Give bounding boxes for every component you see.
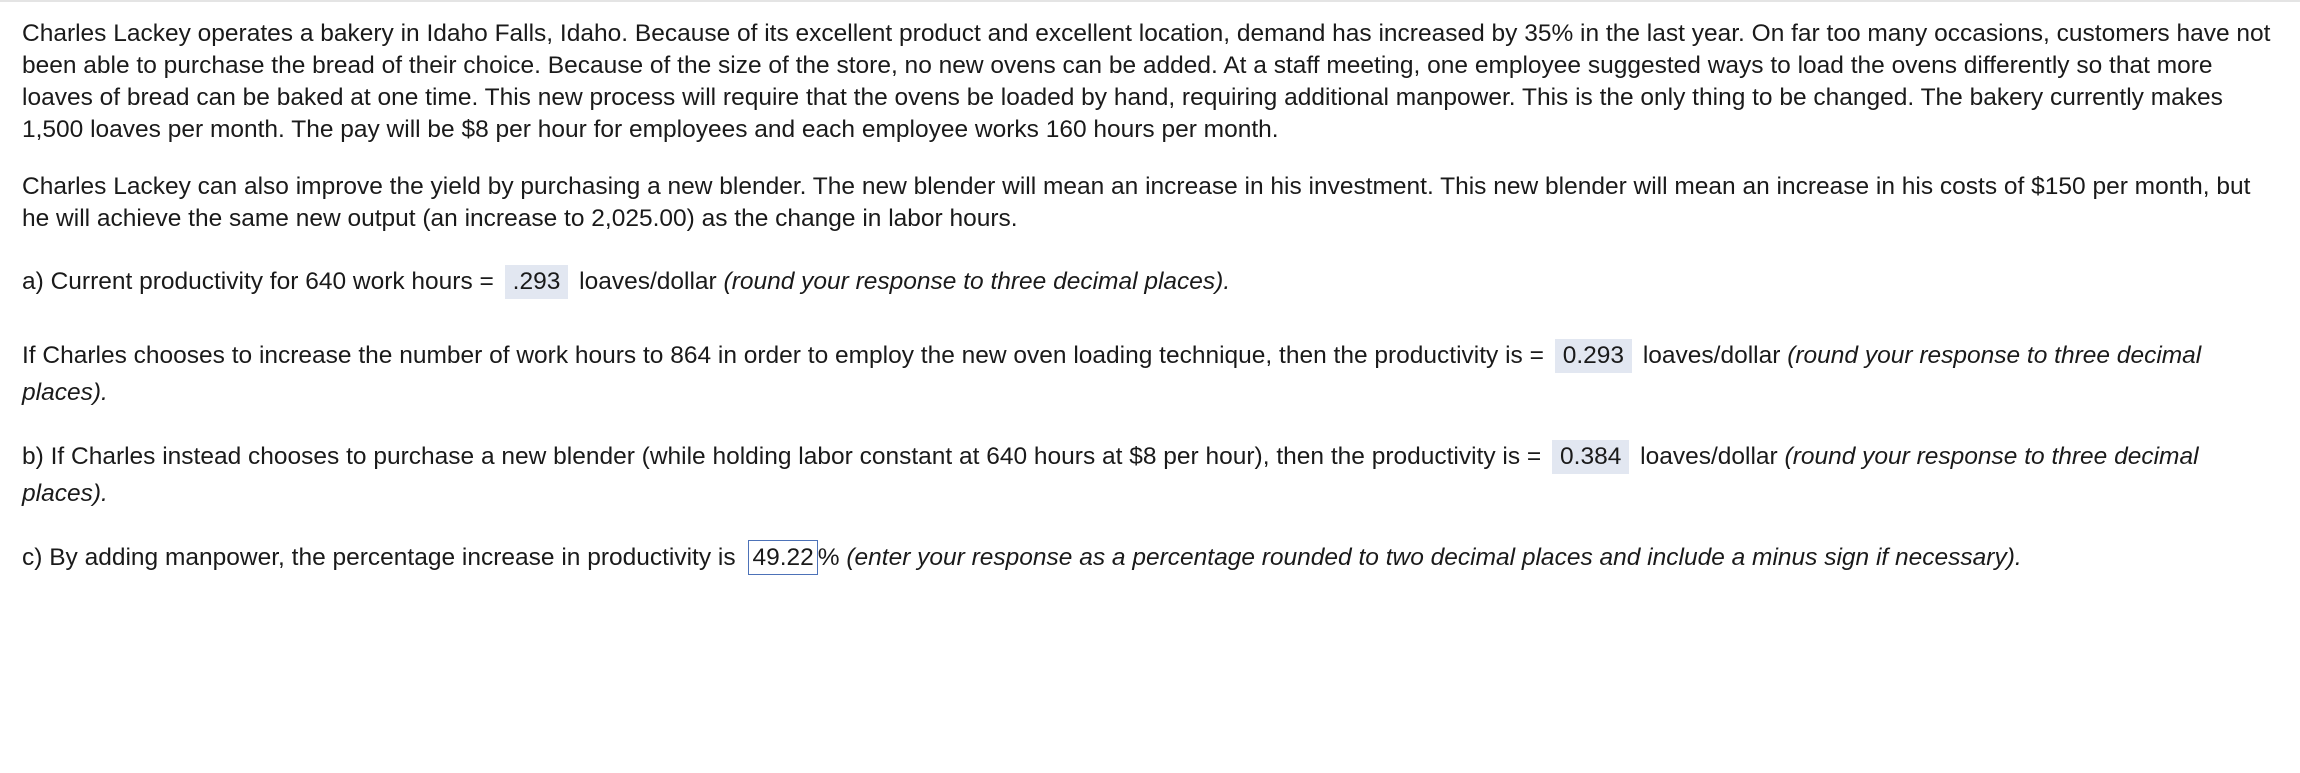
part-a2-prefix: If Charles chooses to increase the number of work hours to 864 in order to employ the new oven loading technique, then the productivity is = [22, 342, 1544, 369]
part-c-note: (enter your response as a percentage rounded to two decimal places and include a minus sign if necessary). [846, 544, 2022, 571]
part-b-note: (round your response to three decimal places). [22, 443, 2199, 507]
part-c-unit: % [817, 544, 840, 571]
part-c-answer-input[interactable]: 49.22 [748, 540, 817, 575]
part-a-note: (round your response to three decimal places). [723, 268, 1231, 295]
part-b-answer[interactable]: 0.384 [1552, 440, 1629, 474]
part-a-question [22, 265, 2284, 299]
part-a2-answer[interactable]: 0.293 [1555, 339, 1632, 373]
part-a2-unit: loaves/dollar [1642, 342, 1781, 369]
question-body [22, 18, 2284, 575]
part-a2-question [22, 337, 2284, 411]
top-divider [0, 0, 2300, 2]
part-c-prefix: c) By adding manpower, the percentage increase in productivity is [22, 544, 736, 571]
part-a-answer[interactable]: .293 [505, 265, 569, 299]
part-a2-note: (round your response to three decimal places). [22, 342, 2202, 406]
part-c-question [22, 540, 2284, 575]
part-b-question [22, 438, 2284, 512]
problem-intro-text: Charles Lackey operates a bakery in Idaho Falls, Idaho. Because of its excellent product and excellent location, demand has increased by 35% in the last year. On far too many occasions, customers have not been able to purchase the bread of their choice. Because of the size of the store, no new ovens can be added. At a staff meeting, one employee suggested ways to load the ovens differently so that more loaves of bread can be baked at one time. This new process will require that the ovens be loaded by hand, requiring additional manpower. This is the only thing to be changed. The bakery currently makes 1,500 loaves per month. The pay will be $8 per hour for employees and each employee works 160 hours per month. [22, 20, 2271, 143]
part-a-prefix: a) Current productivity for 640 work hours = [22, 268, 494, 295]
problem-blender-text: Charles Lackey can also improve the yield by purchasing a new blender. The new blender will mean an increase in his investment. This new blender will mean an increase in his costs of $150 per month, but he will achieve the same new output (an increase to 2,025.00) as the change in labor hours. [22, 173, 2251, 232]
part-b-prefix: b) If Charles instead chooses to purchase a new blender (while holding labor constant at 640 hours at $8 per hour), then the productivity is = [22, 443, 1542, 470]
part-a-unit: loaves/dollar [579, 268, 717, 295]
part-b-unit: loaves/dollar [1640, 443, 1778, 470]
